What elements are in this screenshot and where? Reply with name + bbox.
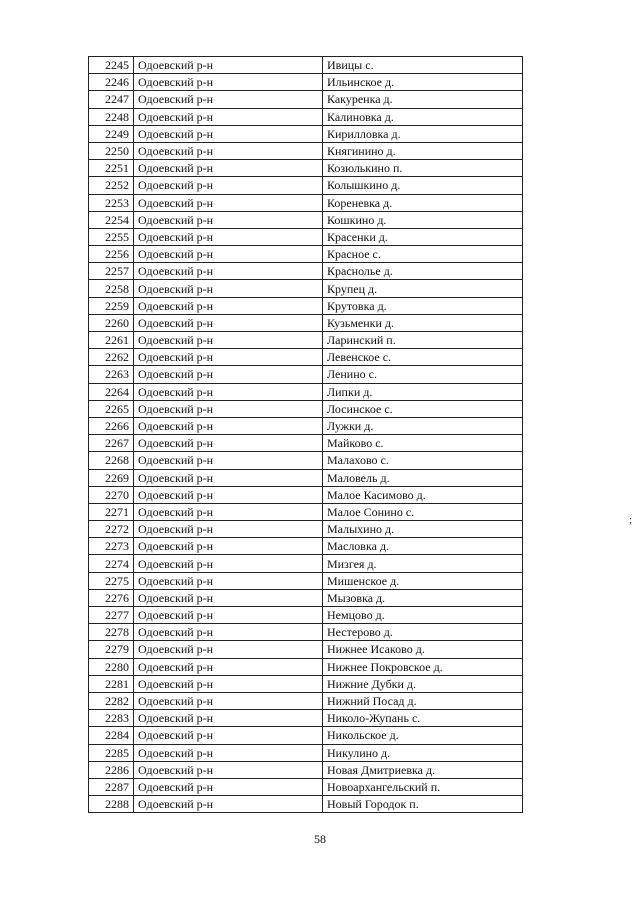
district-cell: Одоевский р-н (134, 744, 323, 761)
place-cell: Княгинино д. (323, 142, 523, 159)
district-cell: Одоевский р-н (134, 538, 323, 555)
row-number-cell: 2284 (89, 727, 134, 744)
table-row (89, 727, 523, 744)
place-cell: Левенское с. (323, 349, 523, 366)
table-row (89, 280, 523, 297)
row-number-cell: 2272 (89, 521, 134, 538)
table-row (89, 211, 523, 228)
table-row (89, 228, 523, 245)
row-number-cell: 2274 (89, 555, 134, 572)
table-row (89, 366, 523, 383)
place-cell: Малахово с. (323, 452, 523, 469)
table-row (89, 349, 523, 366)
place-cell: Кореневка д. (323, 194, 523, 211)
district-cell: Одоевский р-н (134, 366, 323, 383)
place-cell: Никулино д. (323, 744, 523, 761)
row-number-cell: 2246 (89, 74, 134, 91)
place-cell: Лужки д. (323, 417, 523, 434)
district-cell: Одоевский р-н (134, 349, 323, 366)
district-cell: Одоевский р-н (134, 572, 323, 589)
place-cell: Николо-Жупань с. (323, 710, 523, 727)
row-number-cell: 2276 (89, 589, 134, 606)
table-row (89, 108, 523, 125)
row-number-cell: 2261 (89, 332, 134, 349)
district-cell: Одоевский р-н (134, 727, 323, 744)
table-row (89, 142, 523, 159)
district-cell: Одоевский р-н (134, 761, 323, 778)
district-cell: Одоевский р-н (134, 452, 323, 469)
table-row (89, 589, 523, 606)
district-cell: Одоевский р-н (134, 211, 323, 228)
row-number-cell: 2273 (89, 538, 134, 555)
table-row (89, 91, 523, 108)
place-cell: Крупец д. (323, 280, 523, 297)
district-cell: Одоевский р-н (134, 503, 323, 520)
table-row (89, 160, 523, 177)
row-number-cell: 2265 (89, 400, 134, 417)
table-row (89, 503, 523, 520)
table-row (89, 417, 523, 434)
row-number-cell: 2254 (89, 211, 134, 228)
row-number-cell: 2253 (89, 194, 134, 211)
table-row (89, 125, 523, 142)
place-cell: Красенки д. (323, 228, 523, 245)
district-cell: Одоевский р-н (134, 91, 323, 108)
row-number-cell: 2282 (89, 692, 134, 709)
district-cell: Одоевский р-н (134, 710, 323, 727)
table-row (89, 297, 523, 314)
row-number-cell: 2257 (89, 263, 134, 280)
table-row (89, 486, 523, 503)
table-row (89, 57, 523, 74)
place-cell: Мишенское д. (323, 572, 523, 589)
table-row (89, 400, 523, 417)
district-cell: Одоевский р-н (134, 246, 323, 263)
district-cell: Одоевский р-н (134, 796, 323, 813)
page-number: 58 (314, 832, 326, 846)
place-cell: Колышкино д. (323, 177, 523, 194)
table-row (89, 332, 523, 349)
table-row (89, 435, 523, 452)
table-row (89, 744, 523, 761)
district-cell: Одоевский р-н (134, 160, 323, 177)
place-cell: Нижнее Покровское д. (323, 658, 523, 675)
row-number-cell: 2280 (89, 658, 134, 675)
place-cell: Калиновка д. (323, 108, 523, 125)
place-cell: Кошкино д. (323, 211, 523, 228)
row-number-cell: 2247 (89, 91, 134, 108)
row-number-cell: 2245 (89, 57, 134, 74)
district-cell: Одоевский р-н (134, 692, 323, 709)
row-number-cell: 2288 (89, 796, 134, 813)
district-cell: Одоевский р-н (134, 778, 323, 795)
district-cell: Одоевский р-н (134, 641, 323, 658)
row-number-cell: 2252 (89, 177, 134, 194)
row-number-cell: 2271 (89, 503, 134, 520)
table-row (89, 469, 523, 486)
table-row (89, 538, 523, 555)
district-cell: Одоевский р-н (134, 74, 323, 91)
place-cell: Новая Дмитриевка д. (323, 761, 523, 778)
place-cell: Лосинское с. (323, 400, 523, 417)
district-cell: Одоевский р-н (134, 589, 323, 606)
table-row (89, 675, 523, 692)
district-cell: Одоевский р-н (134, 675, 323, 692)
district-cell: Одоевский р-н (134, 555, 323, 572)
place-cell: Крутовка д. (323, 297, 523, 314)
table-row (89, 624, 523, 641)
table-row (89, 778, 523, 795)
place-cell: Нестерово д. (323, 624, 523, 641)
place-cell: Нижний Посад д. (323, 692, 523, 709)
table-row (89, 572, 523, 589)
place-cell: Мызовка д. (323, 589, 523, 606)
place-cell: Кирилловка д. (323, 125, 523, 142)
row-number-cell: 2270 (89, 486, 134, 503)
district-cell: Одоевский р-н (134, 142, 323, 159)
place-cell: Малое Касимово д. (323, 486, 523, 503)
district-cell: Одоевский р-н (134, 624, 323, 641)
place-cell: Красное с. (323, 246, 523, 263)
table-row (89, 761, 523, 778)
row-number-cell: 2275 (89, 572, 134, 589)
district-cell: Одоевский р-н (134, 108, 323, 125)
place-cell: Новоархангельский п. (323, 778, 523, 795)
row-number-cell: 2248 (89, 108, 134, 125)
district-cell: Одоевский р-н (134, 400, 323, 417)
table-row (89, 658, 523, 675)
place-cell: Мизгея д. (323, 555, 523, 572)
row-number-cell: 2255 (89, 228, 134, 245)
district-cell: Одоевский р-н (134, 383, 323, 400)
place-cell: Нижнее Исаково д. (323, 641, 523, 658)
district-cell: Одоевский р-н (134, 332, 323, 349)
table-row (89, 194, 523, 211)
district-cell: Одоевский р-н (134, 297, 323, 314)
table-row (89, 607, 523, 624)
district-cell: Одоевский р-н (134, 228, 323, 245)
place-cell: Майково с. (323, 435, 523, 452)
row-number-cell: 2258 (89, 280, 134, 297)
table-row (89, 710, 523, 727)
district-cell: Одоевский р-н (134, 280, 323, 297)
table-row (89, 314, 523, 331)
row-number-cell: 2260 (89, 314, 134, 331)
row-number-cell: 2263 (89, 366, 134, 383)
margin-mark: ; (629, 514, 633, 526)
row-number-cell: 2251 (89, 160, 134, 177)
district-cell: Одоевский р-н (134, 417, 323, 434)
place-cell: Малыхино д. (323, 521, 523, 538)
district-cell: Одоевский р-н (134, 177, 323, 194)
table-row (89, 555, 523, 572)
district-cell: Одоевский р-н (134, 57, 323, 74)
table-row (89, 521, 523, 538)
row-number-cell: 2249 (89, 125, 134, 142)
district-cell: Одоевский р-н (134, 263, 323, 280)
row-number-cell: 2266 (89, 417, 134, 434)
district-cell: Одоевский р-н (134, 314, 323, 331)
district-cell: Одоевский р-н (134, 469, 323, 486)
row-number-cell: 2283 (89, 710, 134, 727)
table-body (89, 57, 523, 813)
place-cell: Краснолье д. (323, 263, 523, 280)
place-cell: Ленино с. (323, 366, 523, 383)
row-number-cell: 2269 (89, 469, 134, 486)
row-number-cell: 2277 (89, 607, 134, 624)
row-number-cell: 2264 (89, 383, 134, 400)
place-cell: Нижние Дубки д. (323, 675, 523, 692)
row-number-cell: 2256 (89, 246, 134, 263)
district-cell: Одоевский р-н (134, 521, 323, 538)
row-number-cell: 2286 (89, 761, 134, 778)
district-cell: Одоевский р-н (134, 435, 323, 452)
place-cell: Какуренка д. (323, 91, 523, 108)
district-cell: Одоевский р-н (134, 125, 323, 142)
table-row (89, 74, 523, 91)
place-cell: Ивицы с. (323, 57, 523, 74)
district-cell: Одоевский р-н (134, 486, 323, 503)
place-cell: Новый Городок п. (323, 796, 523, 813)
district-cell: Одоевский р-н (134, 658, 323, 675)
row-number-cell: 2279 (89, 641, 134, 658)
place-cell: Немцово д. (323, 607, 523, 624)
row-number-cell: 2259 (89, 297, 134, 314)
place-cell: Масловка д. (323, 538, 523, 555)
table-row (89, 383, 523, 400)
table-row (89, 796, 523, 813)
row-number-cell: 2278 (89, 624, 134, 641)
place-cell: Малое Сонино с. (323, 503, 523, 520)
row-number-cell: 2262 (89, 349, 134, 366)
table-row (89, 246, 523, 263)
place-cell: Никольское д. (323, 727, 523, 744)
table-row (89, 263, 523, 280)
place-cell: Ильинское д. (323, 74, 523, 91)
table-row (89, 692, 523, 709)
settlements-table (88, 56, 523, 813)
place-cell: Козюлькино п. (323, 160, 523, 177)
table-row (89, 177, 523, 194)
table-row (89, 641, 523, 658)
place-cell: Маловель д. (323, 469, 523, 486)
place-cell: Липки д. (323, 383, 523, 400)
district-cell: Одоевский р-н (134, 194, 323, 211)
table-row (89, 452, 523, 469)
row-number-cell: 2268 (89, 452, 134, 469)
row-number-cell: 2250 (89, 142, 134, 159)
place-cell: Кузьменки д. (323, 314, 523, 331)
row-number-cell: 2287 (89, 778, 134, 795)
row-number-cell: 2267 (89, 435, 134, 452)
district-cell: Одоевский р-н (134, 607, 323, 624)
row-number-cell: 2281 (89, 675, 134, 692)
row-number-cell: 2285 (89, 744, 134, 761)
place-cell: Ларинский п. (323, 332, 523, 349)
